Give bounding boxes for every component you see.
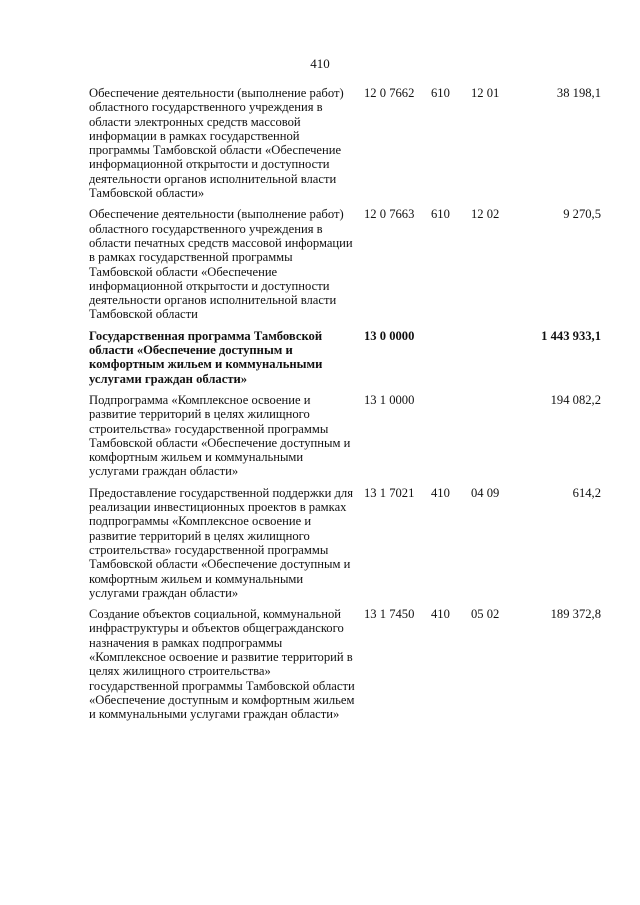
target-article-code-cell: 12 0 7662 — [364, 86, 415, 100]
row-name-cell: Предоставление государственной поддержки для реализации инвестиционных проектов в рамках подпрограммы «Комплексное освоение и развитие территорий в целях жилищного строительства» государственной программы Тамбовской области «Обеспечение доступным и комфортным жильем и коммунальными услугами граждан области» — [89, 485, 354, 600]
expense-type-code-cell — [431, 393, 471, 486]
amount-cell: 1 443 933,1 — [541, 328, 601, 343]
table-row — [89, 207, 601, 328]
amount-cell: 9 270,5 — [563, 207, 601, 222]
table-row — [89, 86, 601, 207]
section-subsection-code-cell: 12 02 — [471, 207, 500, 222]
expense-type-code-cell: 410 — [431, 607, 450, 622]
expense-type-code-cell: 610 — [431, 207, 450, 222]
budget-table-body — [89, 86, 601, 728]
target-article-code-cell: 13 1 7450 — [364, 607, 415, 622]
budget-table — [89, 86, 601, 728]
expense-type-code-cell — [431, 329, 471, 393]
amount-cell: 38 198,1 — [556, 86, 601, 100]
target-article-code-cell: 13 0 0000 — [364, 328, 415, 343]
target-article-code-cell: 13 1 7021 — [364, 485, 415, 500]
row-name-cell: Подпрограмма «Комплексное освоение и развитие территорий в целях жилищного строительства» государственной программы Тамбовской области «Обеспечение доступным и комфортным жильем и коммунальными услугами граждан области» — [89, 392, 351, 479]
target-article-code-cell: 13 1 0000 — [364, 392, 415, 407]
expense-type-code-cell: 410 — [431, 485, 450, 500]
page-number: 410 — [310, 56, 330, 71]
amount-cell: 194 082,2 — [550, 392, 601, 407]
table-row — [89, 486, 601, 607]
section-subsection-code-cell: 12 01 — [471, 86, 500, 100]
expense-type-code-cell: 610 — [431, 86, 450, 100]
table-row — [89, 329, 601, 393]
row-name-cell: Обеспечение деятельности (выполнение работ) областного государственного учреждения в области электронных средств массовой информации в рамках государственной программы Тамбовской области «Обеспечение информационной открытости и доступности деятельности органов исполнительной власти Тамбовской области» — [89, 86, 344, 201]
table-row — [89, 607, 601, 728]
row-name-cell: Государственная программа Тамбовской области «Обеспечение доступным и комфортным жильем и коммунальными услугами граждан области» — [89, 328, 323, 386]
row-name-cell: Обеспечение деятельности (выполнение работ) областного государственного учреждения в области печатных средств массовой информации в рамках государственной программы Тамбовской области «Обеспечение информационной открытости и доступности деятельности органов исполнительной власти Тамбовской области — [89, 207, 353, 322]
amount-cell: 189 372,8 — [550, 607, 601, 622]
section-subsection-code-cell — [471, 329, 535, 393]
table-row — [89, 393, 601, 486]
section-subsection-code-cell: 05 02 — [471, 607, 500, 622]
row-name-cell: Создание объектов социальной, коммунальной инфраструктуры и объектов общегражданского назначения в рамках подпрограммы «Комплексное освоение и развитие территорий в целях жилищного строительства» государственной программы Тамбовской области «Обеспечение доступным и комфортным жильем и коммунальными услугами граждан области» — [89, 607, 355, 722]
amount-cell: 614,2 — [572, 485, 601, 500]
section-subsection-code-cell: 04 09 — [471, 485, 500, 500]
section-subsection-code-cell — [471, 393, 535, 486]
target-article-code-cell: 12 0 7663 — [364, 207, 415, 222]
